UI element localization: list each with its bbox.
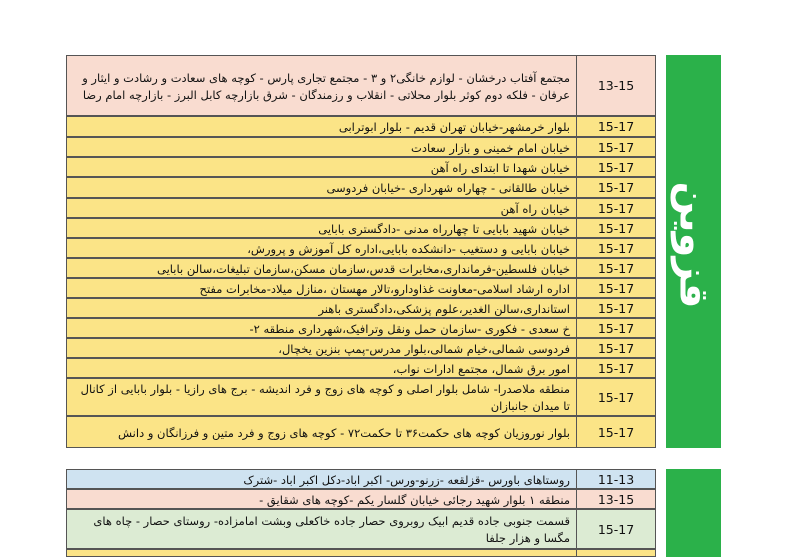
table-row [66,278,656,298]
area-description: بلوار خرمشهر-خیابان تهران قدیم - بلوار ابوترابی [66,116,576,137]
outage-table-2 [66,469,721,557]
time-slot: 15-17 [576,218,656,238]
table-row [66,509,656,549]
table-row [66,469,656,489]
time-slot: 15-17 [576,157,656,177]
table-row [66,298,656,318]
area-description: خیابان امام خمینی و بازار سعادت [66,137,576,157]
area-description: منطقه ۱ بلوار شهید رجائی خیابان گلسار یکم -کوچه های شقایق - [66,489,576,509]
area-description: خیابان شهدا تا ابتدای راه آهن [66,157,576,177]
time-slot: 15-17 [576,137,656,157]
area-description: خیابان فلسطین-فرمانداری،مخابرات قدس،سازمان مسکن،سازمان تبلیغات،سالن بابایی [66,258,576,278]
table-row-partial [66,549,656,557]
area-description: خ سعدی - فکوری -سازمان حمل ونقل وترافیک،شهرداری منطقه ۲- [66,318,576,338]
table-row [66,338,656,358]
table-row [66,378,656,416]
time-slot: 15-17 [576,116,656,137]
city-title: قزوین [670,181,717,309]
table-row [66,55,656,116]
time-slot: 15-17 [576,509,656,549]
area-description: امور برق شمال، مجتمع ادارات نواب، [66,358,576,378]
time-slot: 15-17 [576,278,656,298]
time-slot [576,549,656,557]
time-slot: 15-17 [576,238,656,258]
area-description: استانداری،سالن الغدیر،علوم پزشکی،دادگستری باهنر [66,298,576,318]
area-description [66,549,576,557]
time-slot: 15-17 [576,298,656,318]
outage-table-1 [66,55,721,448]
time-slot: 15-17 [576,358,656,378]
area-description: فردوسی شمالی،خیام شمالی،بلوار مدرس-پمپ بنزین یخچال، [66,338,576,358]
time-slot: 15-17 [576,318,656,338]
area-description: منطقه ملاصدرا- شامل بلوار اصلی و کوچه های زوج و فرد اندیشه - برج های رازیا - بلوار بابایی از کانال تا میدان جانبازان [66,378,576,416]
area-description: اداره ارشاد اسلامی-معاونت غذاودارو،تالار مهستان ،منازل میلاد-مخابرات مفتح [66,278,576,298]
time-slot: 15-17 [576,198,656,218]
table-row [66,489,656,509]
time-slot: 15-17 [576,177,656,198]
area-description: مجتمع آفتاب درخشان - لوازم خانگی۲ و ۳ - مجتمع تجاری پارس - کوچه های سعادت و رشادت و ایثار و عرفان - فلکه دوم کوثر بلوار محلاتی - انقلاب و رزمندگان - شرق بازارچه کابل البرز - بازارچه امام رضا [66,55,576,116]
area-description: خیابان راه آهن [66,198,576,218]
table-row [66,177,656,198]
area-description: خیابان شهید بابایی تا چهارراه مدنی -دادگستری بابایی [66,218,576,238]
table-row [66,137,656,157]
table-row [66,116,656,137]
time-slot: 15-17 [576,338,656,358]
time-slot: 13-15 [576,55,656,116]
time-slot: 15-17 [576,258,656,278]
time-slot: 11-13 [576,469,656,489]
area-description: بلوار نوروزیان کوچه های حکمت۳۶ تا حکمت۷۲ - کوچه های زوج و فرد متین و فرزانگان و دانش [66,416,576,448]
table-row [66,358,656,378]
time-slot: 15-17 [576,378,656,416]
table-row [66,218,656,238]
table-row [66,318,656,338]
area-description: خیابان طالقانی - چهاراه شهرداری -خیابان فردوسی [66,177,576,198]
table-row [66,198,656,218]
table-row [66,258,656,278]
area-description: قسمت جنوبی جاده قدیم ابیک روبروی حصار جاده خاکعلی وبشت امامزاده- روستای حصار - چاه های مگسا و هزار جلفا [66,509,576,549]
area-description: روستاهای باورس -قزلقعه -زرنو-ورس- اکبر اباد-دکل اکبر اباد -شترک [66,469,576,489]
time-slot: 13-15 [576,489,656,509]
table-row [66,157,656,177]
area-description: خیابان بابایی و دستغیب -دانشکده بابایی،اداره کل آموزش و پرورش، [66,238,576,258]
time-slot: 15-17 [576,416,656,448]
table-row [66,416,656,448]
table-row [66,238,656,258]
